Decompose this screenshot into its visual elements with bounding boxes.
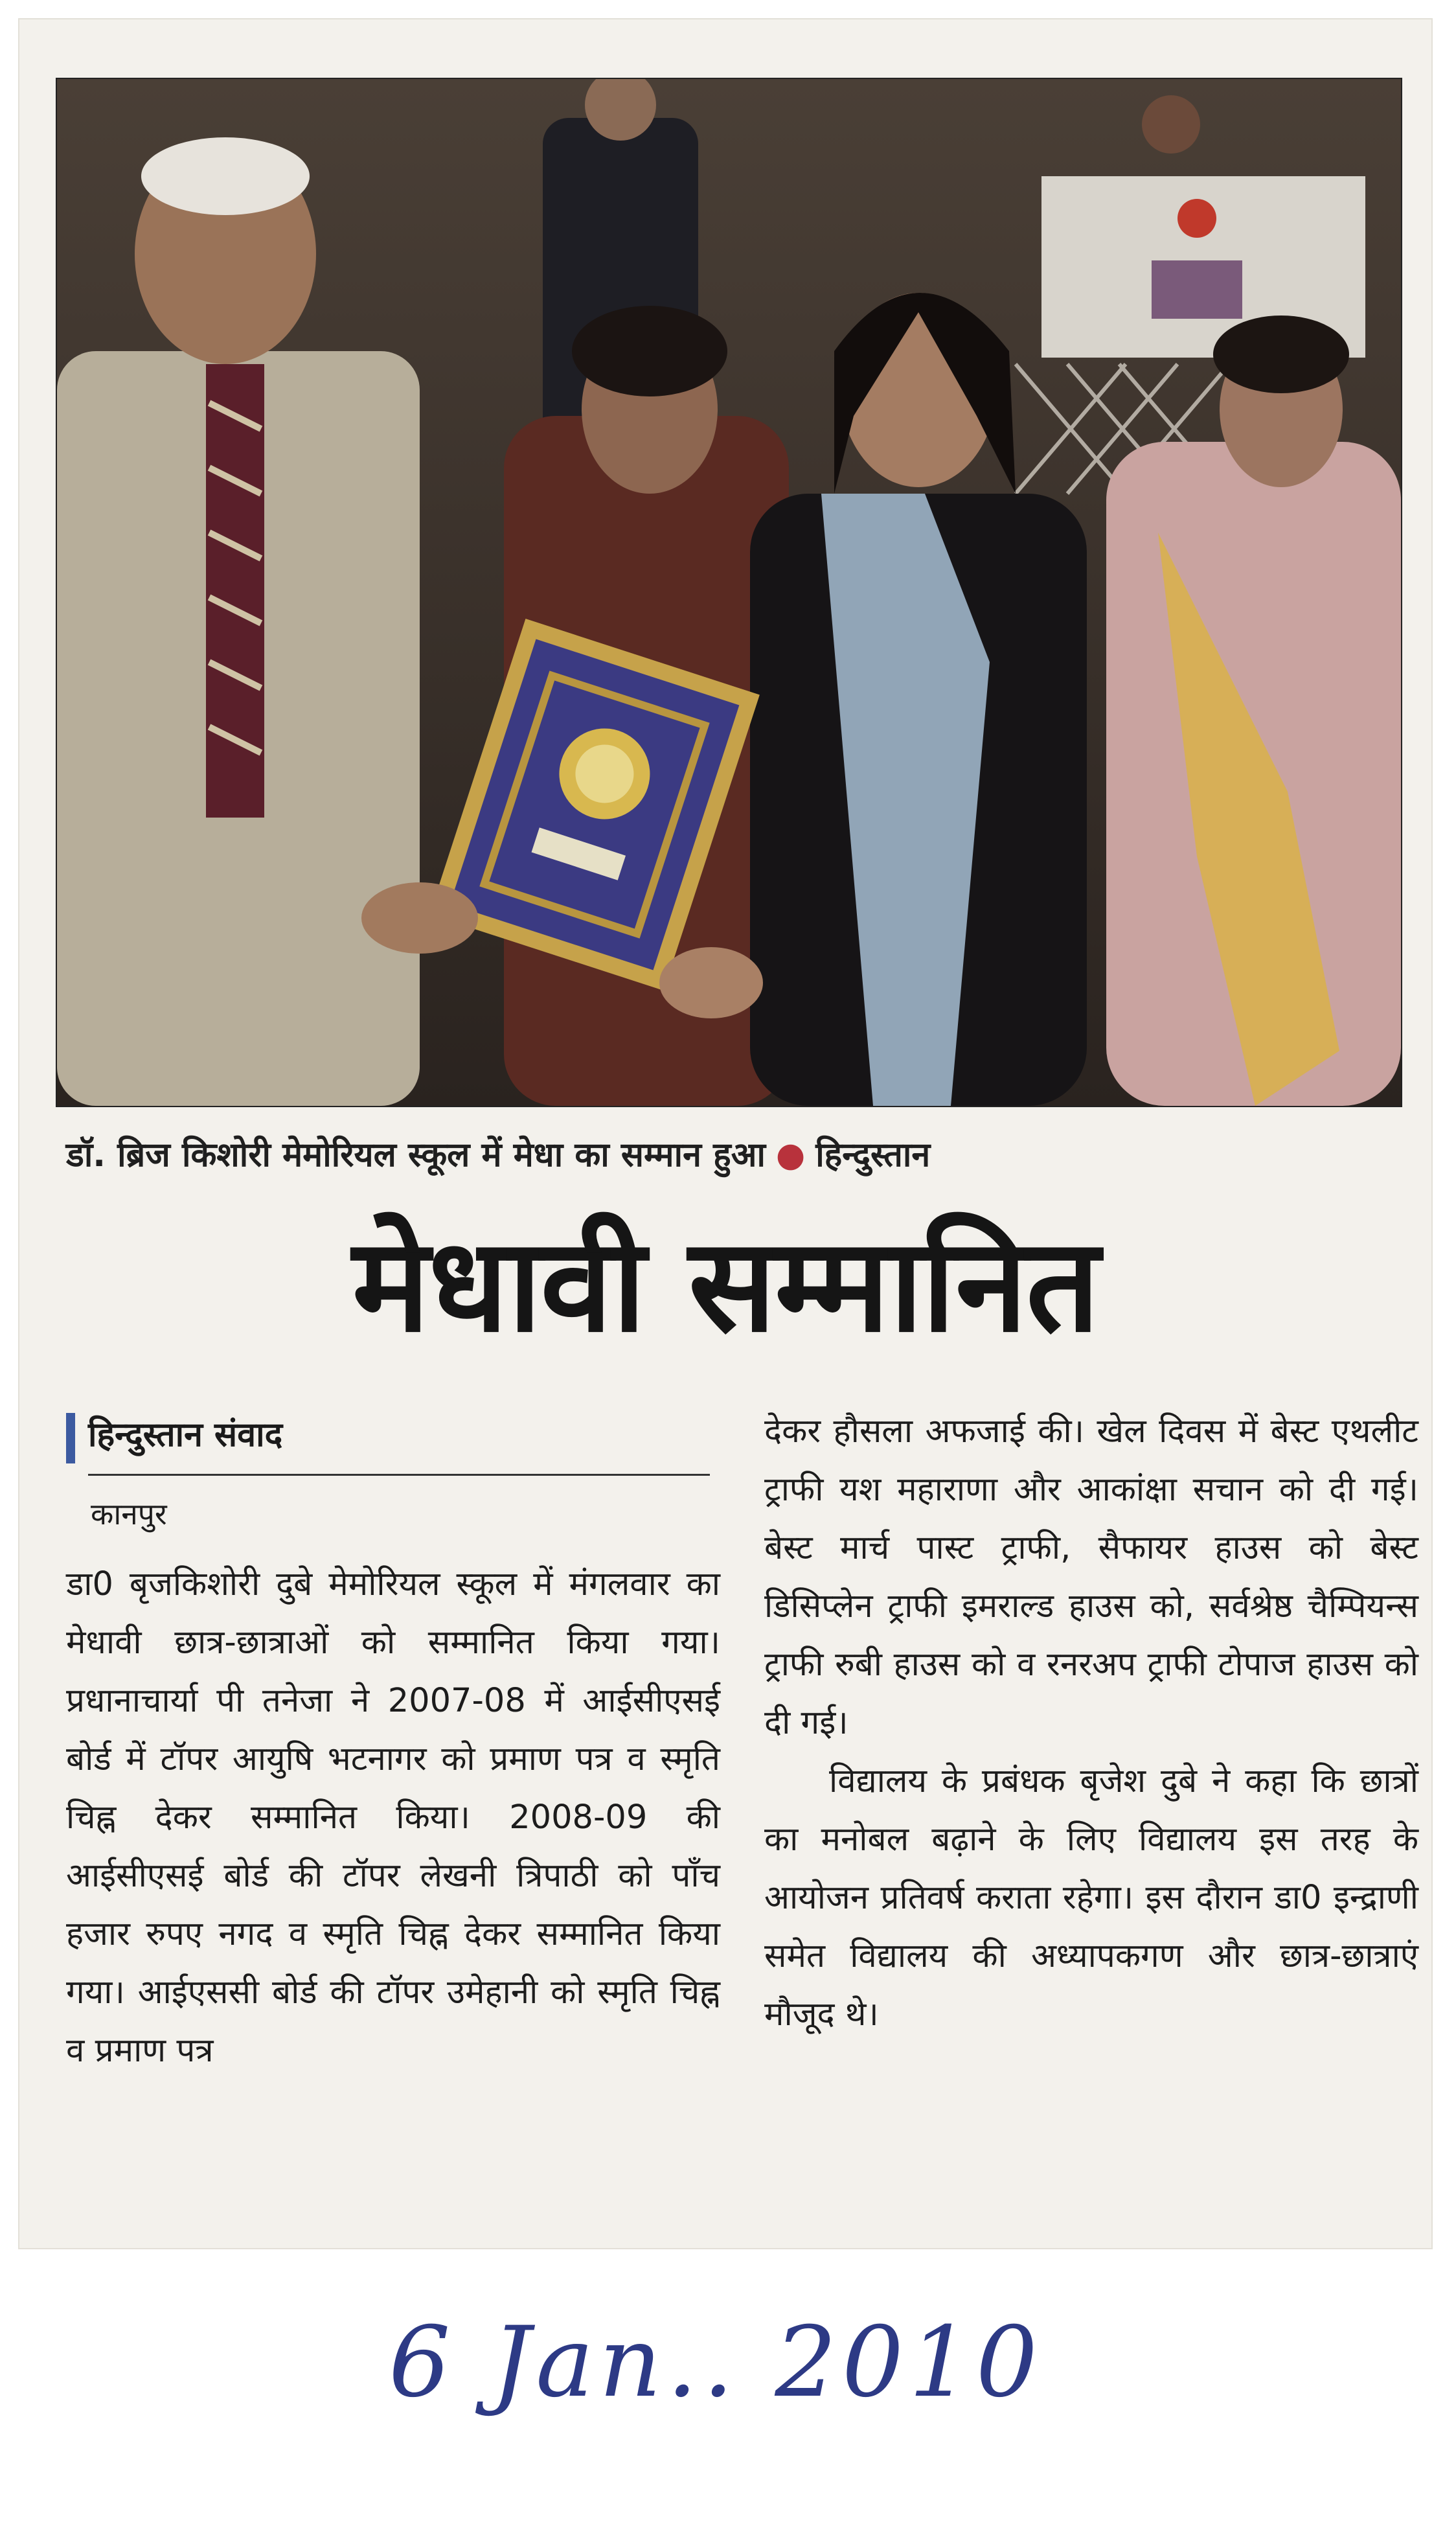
byline-divider [88, 1474, 710, 1476]
photo-illustration [57, 79, 1401, 1106]
article-paragraph: डा0 बृजकिशोरी दुबे मेमोरियल स्कूल में मंगलवार का मेधावी छात्र-छात्राओं को सम्मानित किया गया। प्रधानाचार्या पी तनेजा ने 2007-08 में आईसीएसई बोर्ड में टॉपर आयुषि भटनागर को प्रमाण पत्र व स्मृति चिह्न देकर सम्मानित किया। 2008-09 की आईसीएसई बोर्ड की टॉपर लेखनी त्रिपाठी को पाँच हजार रुपए नगद व स्मृति चिह्न देकर सम्मानित किया गया। आईएससी बोर्ड की टॉपर उमेहानी को स्मृति चिह्न व प्रमाण पत्र [66, 1565, 720, 2070]
headline: मेधावी सम्मानित [352, 1210, 1099, 1361]
byline-accent-bar [66, 1413, 75, 1463]
newspaper-clipping [19, 19, 1431, 2248]
caption-bullet: ● [775, 1136, 806, 1175]
article-column-right [764, 1403, 1418, 2044]
article-paragraph: विद्यालय के प्रबंधक बृजेश दुबे ने कहा कि छात्रों का मनोबल बढ़ाने के लिए विद्यालय इस तरह के आयोजन प्रतिवर्ष कराता रहेगा। इस दौरान डा0 इन्द्राणी समेत विद्यालय की अध्यापकगण और छात्र-छात्राएं मौजूद थे। [764, 1762, 1418, 2034]
news-photo [56, 78, 1402, 1107]
article-column-left [66, 1403, 720, 2080]
dateline: कानपुर [91, 1497, 167, 1531]
caption-credit: हिन्दुस्तान [815, 1136, 931, 1175]
photo-caption [66, 1130, 1394, 1176]
handwritten-date: 6 Jan.. 2010 [389, 2306, 1043, 2419]
byline-block [66, 1403, 720, 1487]
byline: हिन्दुस्तान संवाद [88, 1416, 283, 1454]
caption-text: डॉ. ब्रिज किशोरी मेमोरियल स्कूल में मेधा का सम्मान हुआ [66, 1136, 766, 1175]
article-paragraph: देकर हौसला अफजाई की। खेल दिवस में बेस्ट एथलीट ट्राफी यश महाराणा और आकांक्षा सचान को दी गई। बेस्ट मार्च पास्ट ट्राफी, सैफायर हाउस को बेस्ट डिसिप्लेन ट्राफी इमराल्ड हाउस को, सर्वश्रेष्ठ चैम्पियन्स ट्राफी रुबी हाउस को व रनरअप ट्राफी टोपाज हाउस को दी गई। [764, 1412, 1418, 1742]
